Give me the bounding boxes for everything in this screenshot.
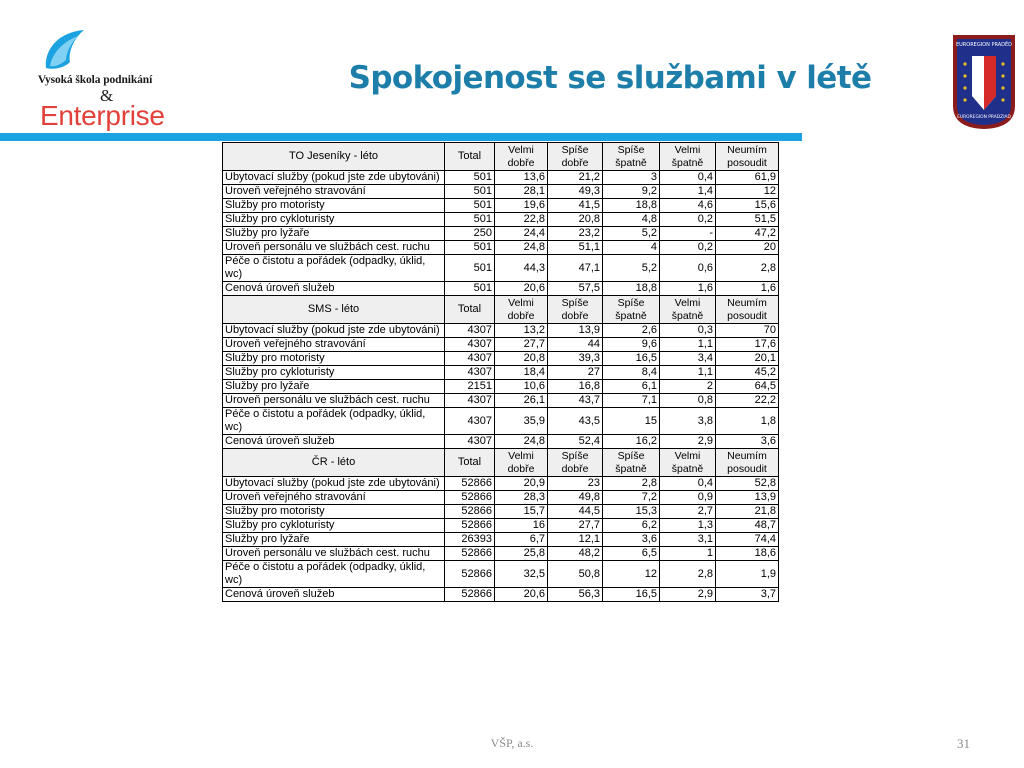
row-label: Péče o čistotu a pořádek (odpadky, úklid, wc) [223, 561, 445, 588]
row-label: Ubytovací služby (pokud jste zde ubytováni) [223, 171, 445, 185]
section-header-row [223, 143, 779, 171]
cell-value: 4,6 [660, 199, 716, 213]
cell-value: 43,7 [548, 394, 603, 408]
row-label: Úroveň personálu ve službách cest. ruchu [223, 547, 445, 561]
cell-value: 52866 [445, 505, 495, 519]
cell-value: 22,8 [495, 213, 548, 227]
cell-value: 0,6 [660, 255, 716, 282]
column-header: Spíše špatně [603, 143, 660, 171]
emblem-bottom-text: EUROREGION PRADZIAD [957, 115, 1011, 120]
cell-value: 1,6 [660, 282, 716, 296]
cell-value: 1 [660, 547, 716, 561]
cell-value: 1,1 [660, 338, 716, 352]
table-row [223, 352, 779, 366]
cell-value: 501 [445, 255, 495, 282]
table-row [223, 519, 779, 533]
euroregion-emblem [952, 34, 1016, 130]
cell-value: 9,2 [603, 185, 660, 199]
cell-value: 4307 [445, 338, 495, 352]
cell-value: 18,8 [603, 199, 660, 213]
cell-value: 8,4 [603, 366, 660, 380]
cell-value: 13,9 [716, 491, 779, 505]
cell-value: 4307 [445, 394, 495, 408]
cell-value: 9,6 [603, 338, 660, 352]
cell-value: 26,1 [495, 394, 548, 408]
row-label: Služby pro motoristy [223, 505, 445, 519]
cell-value: 57,5 [548, 282, 603, 296]
row-label: Úroveň veřejného stravování [223, 185, 445, 199]
column-header: Neumím posoudit [716, 296, 779, 324]
row-label: Ubytovací služby (pokud jste zde ubytováni) [223, 477, 445, 491]
table-row [223, 227, 779, 241]
cell-value: 20,1 [716, 352, 779, 366]
cell-value: 41,5 [548, 199, 603, 213]
column-header: Velmi špatně [660, 449, 716, 477]
section-name: SMS - léto [223, 296, 445, 324]
column-header: Velmi dobře [495, 143, 548, 171]
cell-value: 20,8 [495, 352, 548, 366]
cell-value: 1,4 [660, 185, 716, 199]
row-label: Úroveň personálu ve službách cest. ruchu [223, 241, 445, 255]
cell-value: 52,4 [548, 435, 603, 449]
cell-value: 18,8 [603, 282, 660, 296]
cell-value: 47,2 [716, 227, 779, 241]
cell-value: 15,7 [495, 505, 548, 519]
cell-value: 16,5 [603, 588, 660, 602]
cell-value: 3,1 [660, 533, 716, 547]
column-header: Total [445, 296, 495, 324]
euroregion-shield-icon [952, 34, 1016, 130]
cell-value: 22,2 [716, 394, 779, 408]
cell-value: 501 [445, 282, 495, 296]
cell-value: 70 [716, 324, 779, 338]
cell-value: 0,9 [660, 491, 716, 505]
column-header: Velmi dobře [495, 449, 548, 477]
cell-value: 4,8 [603, 213, 660, 227]
table-row [223, 213, 779, 227]
cell-value: 52866 [445, 491, 495, 505]
table-row [223, 380, 779, 394]
cell-value: 16,8 [548, 380, 603, 394]
cell-value: 0,2 [660, 213, 716, 227]
cell-value: 28,3 [495, 491, 548, 505]
cell-value: 4307 [445, 408, 495, 435]
cell-value: 52866 [445, 588, 495, 602]
cell-value: 501 [445, 171, 495, 185]
cell-value: 13,2 [495, 324, 548, 338]
cell-value: 19,6 [495, 199, 548, 213]
cell-value: 20,8 [548, 213, 603, 227]
row-label: Služby pro motoristy [223, 199, 445, 213]
column-header: Spíše dobře [548, 449, 603, 477]
cell-value: 250 [445, 227, 495, 241]
column-header: Velmi dobře [495, 296, 548, 324]
cell-value: 28,1 [495, 185, 548, 199]
cell-value: 51,1 [548, 241, 603, 255]
row-label: Péče o čistotu a pořádek (odpadky, úklid, wc) [223, 255, 445, 282]
cell-value: 3,7 [716, 588, 779, 602]
column-header: Neumím posoudit [716, 449, 779, 477]
cell-value: 20,6 [495, 588, 548, 602]
cell-value: 6,5 [603, 547, 660, 561]
row-label: Úroveň personálu ve službách cest. ruchu [223, 394, 445, 408]
cell-value: 32,5 [495, 561, 548, 588]
cell-value: 48,2 [548, 547, 603, 561]
row-label: Služby pro lyžaře [223, 533, 445, 547]
cell-value: 13,6 [495, 171, 548, 185]
cell-value: 6,2 [603, 519, 660, 533]
row-label: Služby pro lyžaře [223, 227, 445, 241]
cell-value: 49,8 [548, 491, 603, 505]
cell-value: 3,6 [603, 533, 660, 547]
cell-value: 6,1 [603, 380, 660, 394]
row-label: Služby pro cykloturisty [223, 213, 445, 227]
cell-value: 26393 [445, 533, 495, 547]
cell-value: 2,8 [603, 477, 660, 491]
cell-value: 44 [548, 338, 603, 352]
table-row [223, 588, 779, 602]
cell-value: 0,4 [660, 171, 716, 185]
row-label: Služby pro cykloturisty [223, 366, 445, 380]
cell-value: 4307 [445, 324, 495, 338]
slide-title: Spokojenost se službami v létě [348, 60, 872, 96]
brand-name: Enterprise [40, 100, 165, 131]
cell-value: 51,5 [716, 213, 779, 227]
cell-value: 52866 [445, 477, 495, 491]
cell-value: 5,2 [603, 227, 660, 241]
cell-value: 1,6 [716, 282, 779, 296]
cell-value: 12 [603, 561, 660, 588]
cell-value: 7,2 [603, 491, 660, 505]
cell-value: 5,2 [603, 255, 660, 282]
row-label: Péče o čistotu a pořádek (odpadky, úklid, wc) [223, 408, 445, 435]
satisfaction-table [222, 142, 779, 602]
table-row [223, 241, 779, 255]
cell-value: 21,2 [548, 171, 603, 185]
accent-line [0, 133, 802, 141]
table-row [223, 324, 779, 338]
cell-value: 50,8 [548, 561, 603, 588]
cell-value: 13,9 [548, 324, 603, 338]
cell-value: 24,8 [495, 435, 548, 449]
cell-value: 4 [603, 241, 660, 255]
cell-value: 18,4 [495, 366, 548, 380]
row-label: Ubytovací služby (pokud jste zde ubytováni) [223, 324, 445, 338]
table-row [223, 477, 779, 491]
column-header: Total [445, 143, 495, 171]
cell-value: 23 [548, 477, 603, 491]
cell-value: 2,8 [660, 561, 716, 588]
column-header: Neumím posoudit [716, 143, 779, 171]
cell-value: 74,4 [716, 533, 779, 547]
cell-value: 20,9 [495, 477, 548, 491]
row-label: Služby pro cykloturisty [223, 519, 445, 533]
cell-value: 27,7 [495, 338, 548, 352]
table-row [223, 491, 779, 505]
cell-value: 1,8 [716, 408, 779, 435]
cell-value: 61,9 [716, 171, 779, 185]
cell-value: 15,3 [603, 505, 660, 519]
page-number: 31 [957, 736, 970, 751]
cell-value: 0,8 [660, 394, 716, 408]
cell-value: 2,8 [716, 255, 779, 282]
cell-value: 501 [445, 199, 495, 213]
cell-value: 4307 [445, 352, 495, 366]
cell-value: 501 [445, 185, 495, 199]
footer-company: VŠP, a.s. [490, 736, 534, 750]
cell-value: 23,2 [548, 227, 603, 241]
cell-value: 16,5 [603, 352, 660, 366]
row-label: Služby pro lyžaře [223, 380, 445, 394]
table-row [223, 435, 779, 449]
cell-value: 52866 [445, 547, 495, 561]
cell-value: 15 [603, 408, 660, 435]
table-body [223, 143, 779, 602]
cell-value: 44,3 [495, 255, 548, 282]
cell-value: 3 [603, 171, 660, 185]
cell-value: 52,8 [716, 477, 779, 491]
cell-value: 52866 [445, 519, 495, 533]
cell-value: 2151 [445, 380, 495, 394]
cell-value: 0,2 [660, 241, 716, 255]
cell-value: 1,1 [660, 366, 716, 380]
table-row [223, 533, 779, 547]
column-header: Spíše dobře [548, 143, 603, 171]
table-row [223, 255, 779, 282]
table-row [223, 505, 779, 519]
cell-value: 43,5 [548, 408, 603, 435]
row-label: Úroveň veřejného stravování [223, 338, 445, 352]
table-row [223, 338, 779, 352]
cell-value: 21,8 [716, 505, 779, 519]
cell-value: 27 [548, 366, 603, 380]
cell-value: 16,2 [603, 435, 660, 449]
row-label: Služby pro motoristy [223, 352, 445, 366]
table-row [223, 199, 779, 213]
table-row [223, 408, 779, 435]
cell-value: 18,6 [716, 547, 779, 561]
table-row [223, 561, 779, 588]
cell-value: 1,3 [660, 519, 716, 533]
vsp-logo [10, 28, 180, 130]
cell-value: 15,6 [716, 199, 779, 213]
row-label: Cenová úroveň služeb [223, 435, 445, 449]
row-label: Cenová úroveň služeb [223, 282, 445, 296]
cell-value: 2,6 [603, 324, 660, 338]
table-row [223, 394, 779, 408]
table-row [223, 171, 779, 185]
cell-value: 0,4 [660, 477, 716, 491]
column-header: Velmi špatně [660, 143, 716, 171]
cell-value: 6,7 [495, 533, 548, 547]
cell-value: 3,8 [660, 408, 716, 435]
cell-value: 56,3 [548, 588, 603, 602]
cell-value: 20,6 [495, 282, 548, 296]
cell-value: 39,3 [548, 352, 603, 366]
cell-value: 45,2 [716, 366, 779, 380]
column-header: Spíše špatně [603, 449, 660, 477]
cell-value: 17,6 [716, 338, 779, 352]
cell-value: 2,7 [660, 505, 716, 519]
cell-value: 52866 [445, 561, 495, 588]
cell-value: - [660, 227, 716, 241]
cell-value: 501 [445, 213, 495, 227]
cell-value: 4307 [445, 366, 495, 380]
section-name: ČR - léto [223, 449, 445, 477]
emblem-top-text: EUROREGION PRADĚD [955, 42, 1013, 48]
table-row [223, 185, 779, 199]
cell-value: 3,4 [660, 352, 716, 366]
cell-value: 12,1 [548, 533, 603, 547]
table-row [223, 366, 779, 380]
section-header-row [223, 449, 779, 477]
cell-value: 10,6 [495, 380, 548, 394]
cell-value: 47,1 [548, 255, 603, 282]
row-label: Cenová úroveň služeb [223, 588, 445, 602]
row-label: Úroveň veřejného stravování [223, 491, 445, 505]
cell-value: 49,3 [548, 185, 603, 199]
cell-value: 7,1 [603, 394, 660, 408]
cell-value: 0,3 [660, 324, 716, 338]
table-row [223, 282, 779, 296]
cell-value: 35,9 [495, 408, 548, 435]
column-header: Spíše špatně [603, 296, 660, 324]
ampersand: & [100, 86, 114, 105]
school-name: Vysoká škola podnikání [37, 74, 153, 86]
column-header: Spíše dobře [548, 296, 603, 324]
cell-value: 4307 [445, 435, 495, 449]
cell-value: 2,9 [660, 588, 716, 602]
cell-value: 24,4 [495, 227, 548, 241]
cell-value: 1,9 [716, 561, 779, 588]
cell-value: 16 [495, 519, 548, 533]
cell-value: 12 [716, 185, 779, 199]
cell-value: 44,5 [548, 505, 603, 519]
cell-value: 2,9 [660, 435, 716, 449]
table-row [223, 547, 779, 561]
cell-value: 24,8 [495, 241, 548, 255]
cell-value: 501 [445, 241, 495, 255]
section-name: TO Jeseníky - léto [223, 143, 445, 171]
cell-value: 25,8 [495, 547, 548, 561]
cell-value: 27,7 [548, 519, 603, 533]
cell-value: 3,6 [716, 435, 779, 449]
cell-value: 64,5 [716, 380, 779, 394]
section-header-row [223, 296, 779, 324]
swoosh-logo-icon [40, 28, 90, 72]
column-header: Velmi špatně [660, 296, 716, 324]
cell-value: 2 [660, 380, 716, 394]
column-header: Total [445, 449, 495, 477]
cell-value: 48,7 [716, 519, 779, 533]
cell-value: 20 [716, 241, 779, 255]
